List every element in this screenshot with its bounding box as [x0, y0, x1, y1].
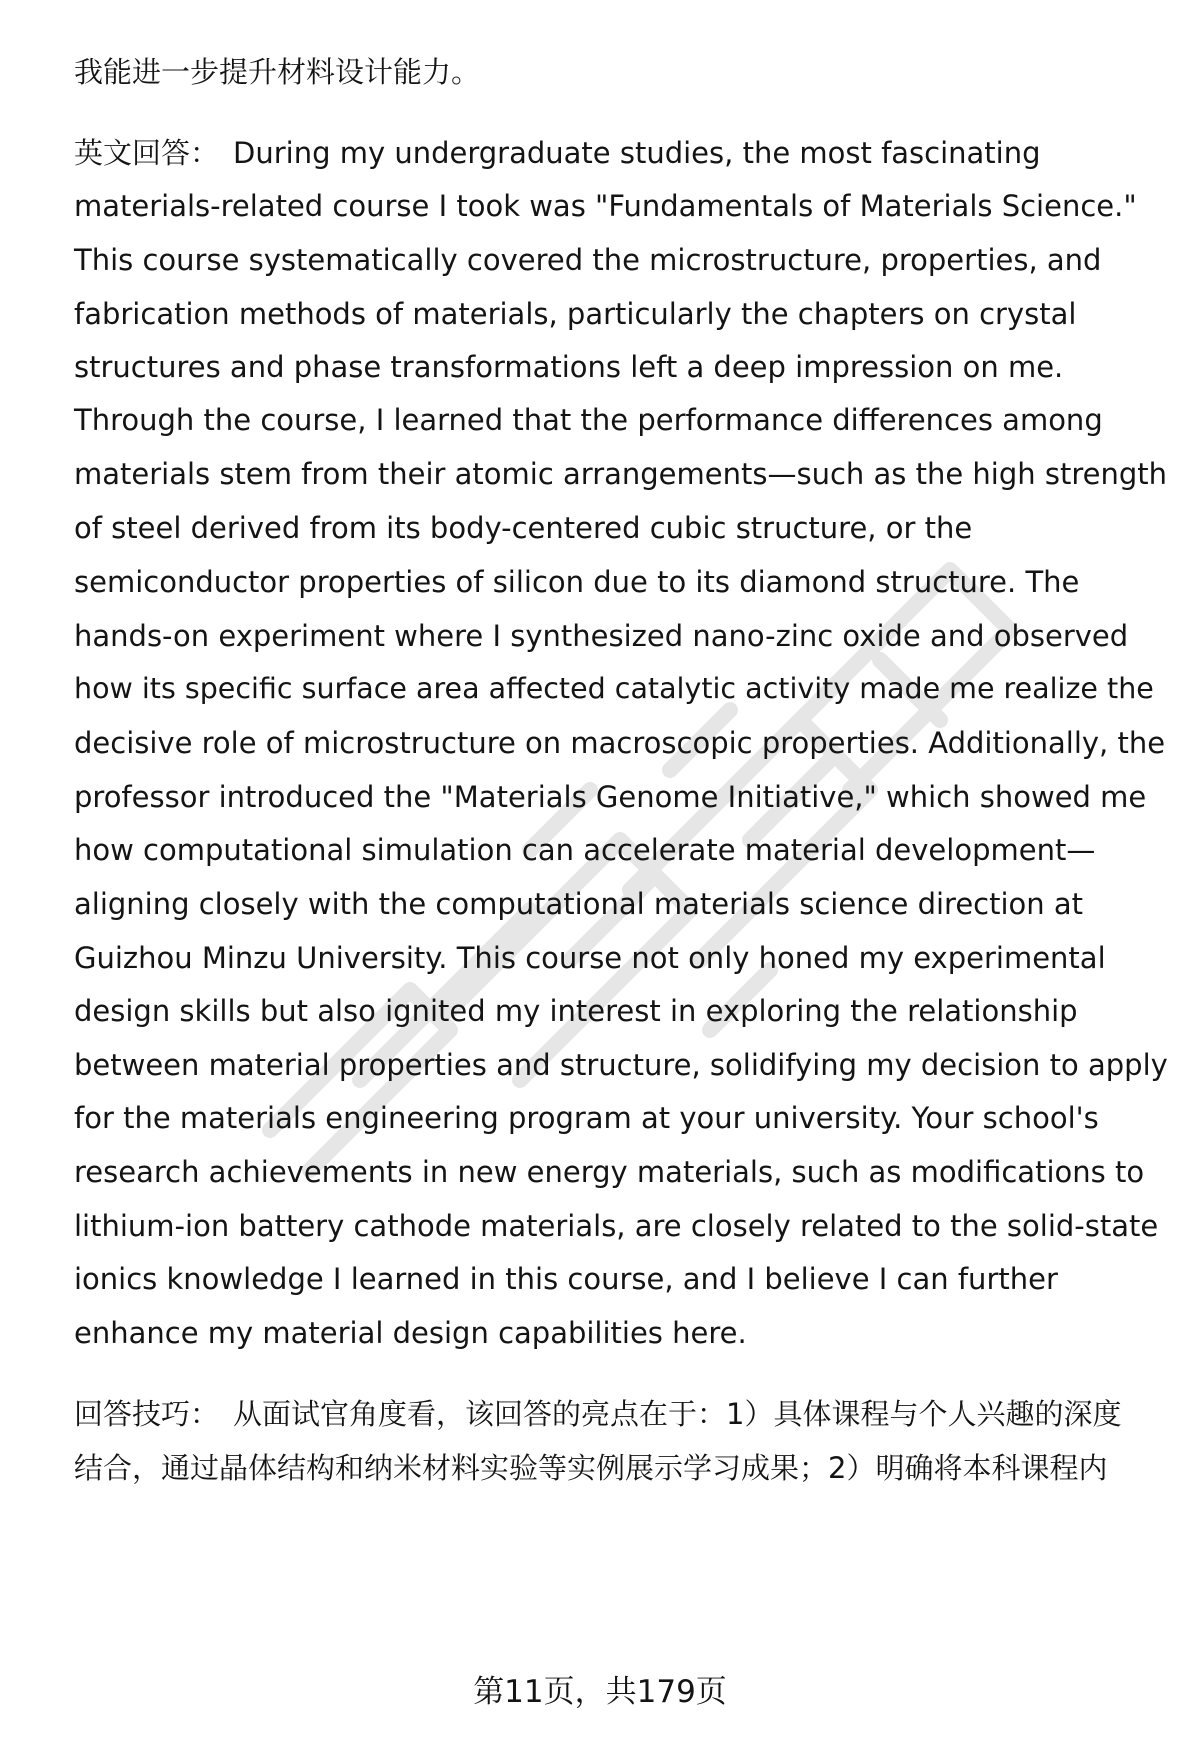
tips-line: 从面试官角度看，该回答的亮点在于：1）具体课程与个人兴趣的深度 [233, 1397, 1122, 1431]
top-line: 我能进一步提升材料设计能力。 [74, 55, 481, 89]
english-answer-line: how computational simulation can accelerate material development— [74, 833, 1096, 867]
english-answer-line: professor introduced the "Materials Genome Initiative," which showed me [74, 780, 1147, 814]
english-answer-line: Guizhou Minzu University. This course not only honed my experimental [74, 941, 1106, 975]
english-answer-line: Through the course, I learned that the performance differences among [74, 403, 1103, 437]
english-answer-line: hands-on experiment where I synthesized nano-zinc oxide and observed [74, 619, 1129, 653]
english-answer-line: of steel derived from its body-centered cubic structure, or the [74, 511, 973, 545]
english-answer-line: enhance my material design capabilities here. [74, 1316, 747, 1350]
english-answer-line: During my undergraduate studies, the most fascinating [233, 136, 1041, 170]
english-answer-label: 英文回答： [74, 136, 220, 170]
tips-label: 回答技巧： [74, 1397, 220, 1431]
english-answer-line: research achievements in new energy materials, such as modifications to [74, 1155, 1145, 1189]
tips-line: 结合，通过晶体结构和纳米材料实验等实例展示学习成果；2）明确将本科课程内 [74, 1451, 1108, 1485]
english-answer-line: fabrication methods of materials, particularly the chapters on crystal [74, 297, 1077, 331]
english-answer-line: This course systematically covered the microstructure, properties, and [74, 243, 1102, 277]
english-answer-line: between material properties and structure, solidifying my decision to apply [74, 1048, 1168, 1082]
english-answer-line: decisive role of microstructure on macroscopic properties. Additionally, the [74, 726, 1166, 760]
english-answer-line: lithium-ion battery cathode materials, are closely related to the solid-state [74, 1209, 1159, 1243]
english-answer-line: semiconductor properties of silicon due to its diamond structure. The [74, 565, 1080, 599]
english-answer-line: design skills but also ignited my interest in exploring the relationship [74, 994, 1078, 1028]
english-answer-first-line [74, 133, 1041, 173]
page-number-footer: 第11页，共179页 [473, 1674, 727, 1710]
english-answer-line: how its specific surface area affected catalytic activity made me realize the [74, 672, 1154, 705]
english-answer-line: for the materials engineering program at your university. Your school's [74, 1101, 1099, 1135]
tips-first-line [74, 1394, 1121, 1434]
english-answer-line: structures and phase transformations left a deep impression on me. [74, 350, 1064, 384]
english-answer-line: ionics knowledge I learned in this course, and I believe I can further [74, 1262, 1058, 1296]
english-answer-line: materials stem from their atomic arrangements—such as the high strength [74, 457, 1167, 491]
english-answer-line: materials-related course I took was "Fundamentals of Materials Science." [74, 189, 1137, 223]
english-answer-line: aligning closely with the computational materials science direction at [74, 887, 1084, 921]
